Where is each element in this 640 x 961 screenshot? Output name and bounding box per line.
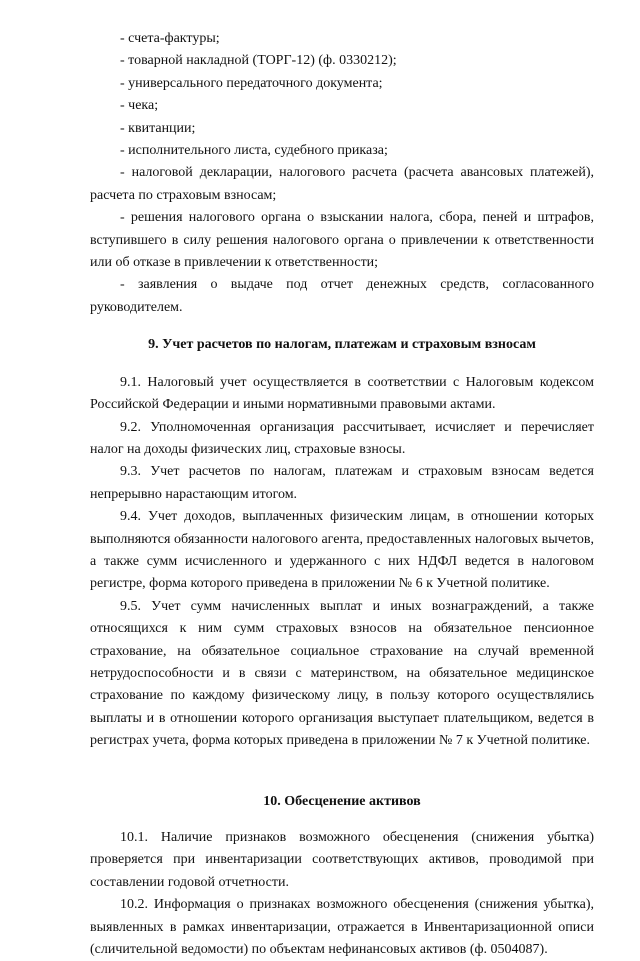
list-item: - исполнительного листа, судебного приказа; [120,143,388,159]
document-page [90,28,594,961]
list-item: - решения налогового органа о взыскании налога, сбора, пеней и штрафов, вступившего в силу решения налогового органа о привлечении к ответственности или об отказе в привлечении к ответственности; [90,210,594,271]
section-10-body [90,827,594,961]
list-item: - чека; [120,98,159,114]
list-item: - квитанции; [120,120,196,136]
list-item: - налоговой декларации, налогового расчета (расчета авансовых платежей), расчета по страховым взносам; [90,165,594,203]
section-9-paragraph: 9.5. Учет сумм начисленных выплат и иных вознаграждений, а также относящихся к ним сумм страховых взносов на обязательное пенсионное страхование, на обязательное социальное страхование на случай временной нетрудоспособности и в связи с материнством, на обязательное медицинское страхование по каждому физическому лицу, в пользу которого осуществлялись выплаты и в отношении которого организация выступает плательщиком, ведется в регистрах учета, форма которых приведена в приложении № 7 к Учетной политике. [90,598,594,749]
section-9-paragraph: 9.3. Учет расчетов по налогам, платежам и страховым взносам ведется непрерывно нарастающим итогом. [90,464,594,502]
section-10-paragraph: 10.2. Информация о признаках возможного обесценения (снижения убытка), выявленных в рамках инвентаризации, отражается в Инвентаризационной описи (сличительной ведомости) по объектам нефинансовых активов (ф. 0504087). [90,897,594,958]
section-9-paragraph: 9.2. Уполномоченная организация рассчитывает, исчисляет и перечисляет налог на доходы физических лиц, страховые взносы. [90,419,594,457]
section-9-paragraph: 9.1. Налоговый учет осуществляется в соответствии с Налоговым кодексом Российской Федерации и иными нормативными правовыми актами. [90,374,594,413]
list-item: - заявления о выдаче под отчет денежных средств, согласованного руководителем. [90,277,594,315]
list-item: - счета-фактуры; [120,31,220,46]
list-item: - универсального передаточного документа; [120,75,383,91]
section-9-heading: 9. Учет расчетов по налогам, платежам и страховым взносам [148,337,536,353]
section-9-paragraph: 9.4. Учет доходов, выплаченных физическим лицам, в отношении которых выполняются обязанности налогового агента, предоставленных налоговых вычетов, а также сумм исчисленного и удержанного с них НДФЛ ведется в налоговом регистре, форма которого приведена в приложении № 6 к Учетной политике. [90,509,594,592]
document-list [90,28,594,319]
section-10-paragraph: 10.1. Наличие признаков возможного обесценения (снижения убытка) проверяется при инвентаризации соответствующих активов, проводимой при составлении годовой отчетности. [90,830,594,890]
list-item: - товарной накладной (ТОРГ-12) (ф. 0330212); [120,53,397,69]
section-10-heading: 10. Обесценение активов [263,793,421,809]
section-9-body [90,372,594,753]
